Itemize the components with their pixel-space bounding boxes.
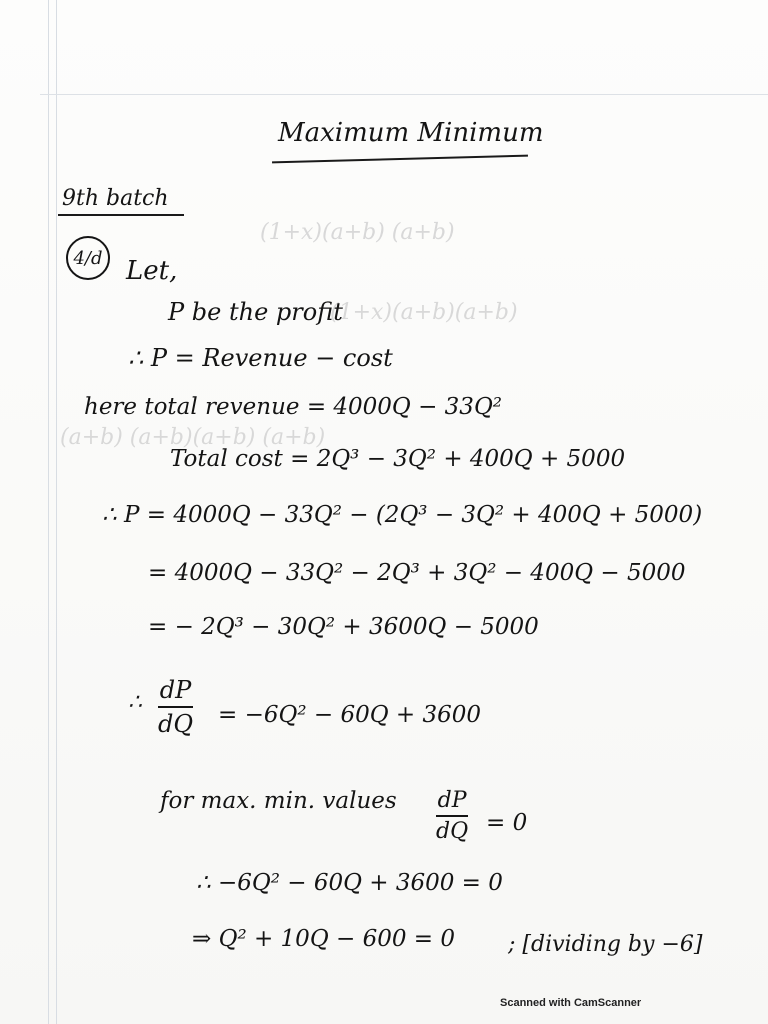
condition-rhs: = 0	[486, 810, 528, 836]
condition-fraction	[436, 788, 468, 844]
question-number-badge	[66, 236, 110, 280]
batch-label: 9th batch	[62, 186, 169, 211]
line-expanded: = 4000Q − 33Q² − 2Q³ + 3Q² − 400Q − 5000	[148, 560, 686, 586]
line-dividing-note: ; [dividing by −6]	[508, 932, 703, 957]
show-through-ghost: (1+x)(a+b) (a+b)	[260, 220, 455, 245]
fraction-bar	[436, 815, 468, 817]
line-equation-2: ⇒ Q² + 10Q − 600 = 0	[192, 926, 455, 952]
line-total-revenue: here total revenue = 4000Q − 33Q²	[84, 394, 503, 420]
scanner-watermark: Scanned with CamScanner	[500, 997, 642, 1009]
condition-denominator: dQ	[436, 819, 469, 844]
fraction-bar	[158, 706, 193, 708]
condition-numerator: dP	[437, 788, 467, 813]
line-simplified: = − 2Q³ − 30Q² + 3600Q − 5000	[148, 614, 539, 640]
top-rule	[40, 94, 768, 95]
show-through-ghost: (a+b) (a+b)(a+b) (a+b)	[60, 425, 326, 450]
batch-underline	[58, 214, 184, 216]
line-let: Let,	[126, 256, 178, 286]
line-total-cost: Total cost = 2Q³ − 3Q² + 400Q + 5000	[170, 446, 626, 472]
line-derivative-prefix: ∴	[128, 690, 142, 715]
line-equation-1: ∴ −6Q² − 60Q + 3600 = 0	[196, 870, 503, 896]
line-condition: for max. min. values	[160, 788, 397, 814]
page-title: Maximum Minimum	[278, 118, 544, 148]
line-profit-definition: P be the profit	[168, 298, 343, 326]
line-profit-formula: ∴ P = Revenue − cost	[128, 344, 393, 372]
title-underline	[272, 155, 528, 164]
line-derivative-rhs: = −6Q² − 60Q + 3600	[218, 702, 482, 728]
show-through-ghost: (1+x)(a+b)(a+b)	[330, 300, 518, 325]
margin-line-left	[48, 0, 49, 1024]
derivative-fraction	[158, 676, 193, 738]
margin-line-left-2	[56, 0, 57, 1024]
question-number: 4/d	[73, 247, 103, 269]
derivative-numerator: dP	[159, 676, 192, 704]
line-profit-expression: ∴ P = 4000Q − 33Q² − (2Q³ − 3Q² + 400Q + 5000)	[102, 502, 703, 528]
derivative-denominator: dQ	[158, 710, 194, 738]
